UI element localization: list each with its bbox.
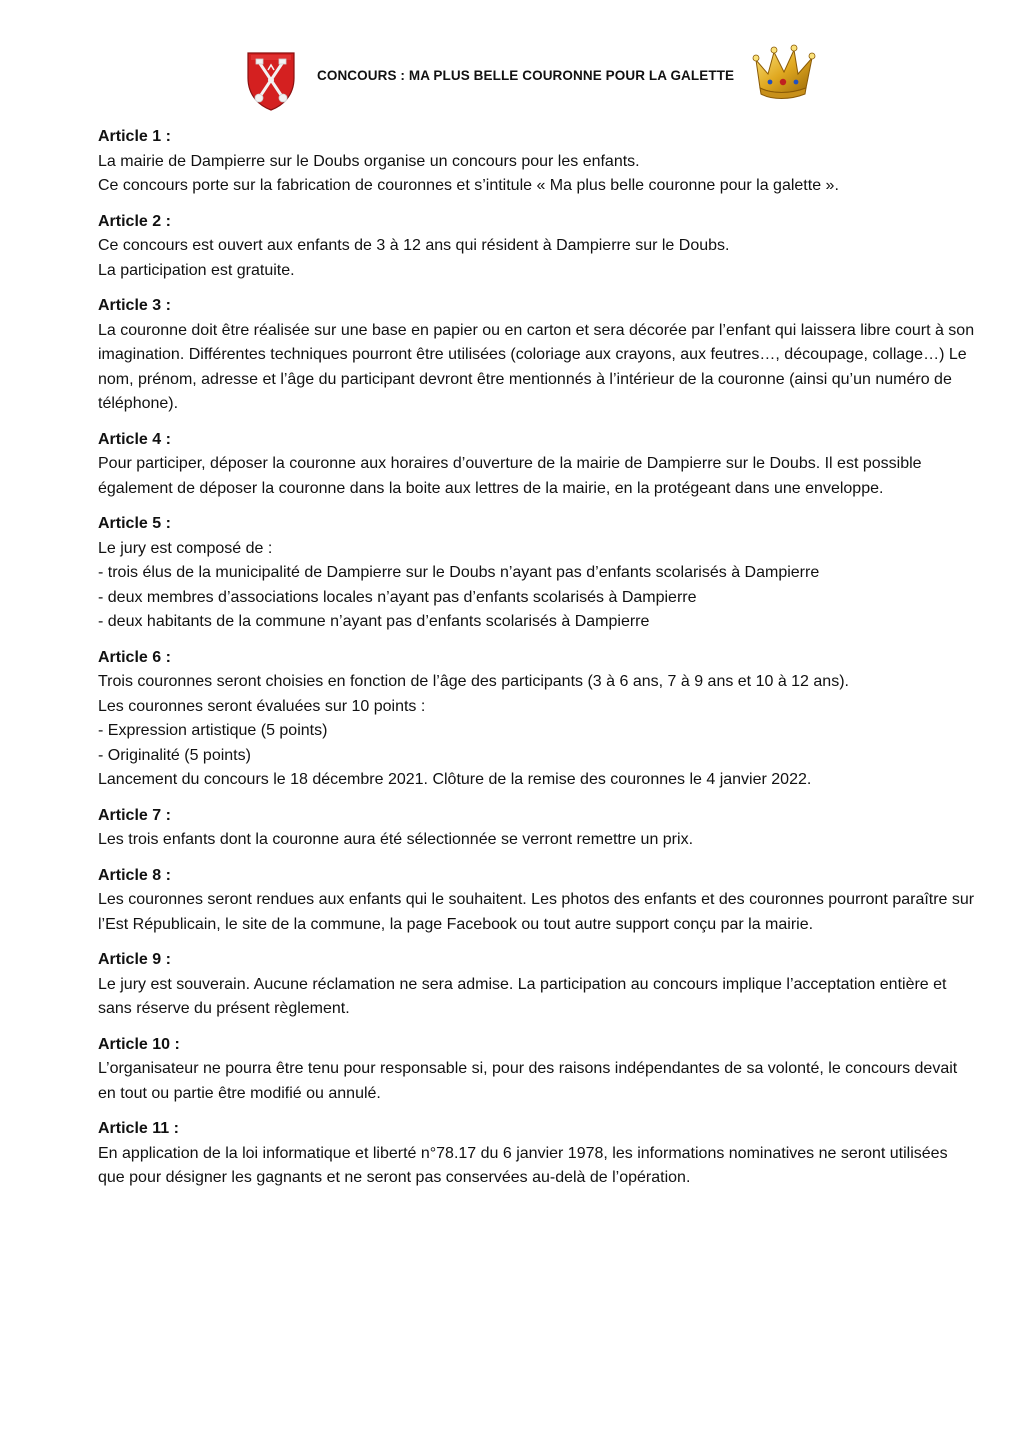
article-heading: Article 10 : [98,1035,180,1053]
article-text: Les trois enfants dont la couronne aura été sélectionnée se verront remettre un prix. [98,831,694,848]
article-section [98,428,978,502]
article-text: Ce concours porte sur la fabrication de couronnes et s’intitule « Ma plus belle couronne pour la galette ». [98,177,839,194]
article-heading: Article 9 : [98,951,171,968]
article-heading: Article 2 : [98,212,171,230]
article-text: - Originalité (5 points) [98,746,251,764]
article-text: La participation est gratuite. [98,261,295,279]
article-heading: Article 4 : [98,430,171,448]
coat-of-arms-icon [246,50,296,112]
article-section [98,294,978,417]
article-section [98,804,978,853]
article-text: Les couronnes seront rendues aux enfants qui le souhaitent. Les photos des enfants et des couronnes pourront paraître sur l’Est Républicain, le site de la commune, la page Facebook ou tout autre support conçu par la mairie. [98,891,975,933]
article-heading: Article 1 : [98,128,171,145]
article-text: - deux habitants de la commune n’ayant pas d’enfants scolarisés à Dampierre [98,613,650,630]
article-text: Pour participer, déposer la couronne aux horaires d’ouverture de la mairie de Dampierre sur le Doubs. Il est possible également de déposer la couronne dans la boite aux lettres de la mairie, en la protégeant dans une enveloppe. [98,455,922,497]
article-section [98,646,978,793]
article-section [98,125,978,199]
article-text: Le jury est composé de : [98,539,273,557]
article-heading: Article 8 : [98,866,171,884]
article-section [98,948,978,1022]
article-text: Lancement du concours le 18 décembre 2021. Clôture de la remise des couronnes le 4 janvier 2022. [98,771,812,788]
article-text: - Expression artistique (5 points) [98,722,328,739]
article-section [98,512,978,635]
document-title: CONCOURS : MA PLUS BELLE COURONNE POUR LA GALETTE [317,68,735,83]
article-text: La mairie de Dampierre sur le Doubs organise un concours pour les enfants. [98,152,640,170]
article-heading: Article 11 : [98,1120,179,1137]
article-text: - deux membres d’associations locales n’ayant pas d’enfants scolarisés à Dampierre [98,588,697,606]
article-section [98,1033,978,1107]
crown-icon [750,44,816,100]
article-text: - trois élus de la municipalité de Dampierre sur le Doubs n’ayant pas d’enfants scolarisés à Dampierre [98,564,820,581]
article-text: Les couronnes seront évaluées sur 10 points : [98,697,426,715]
article-text: La couronne doit être réalisée sur une base en papier ou en carton et sera décorée par l’enfant qui laissera libre court à son imagination. Différentes techniques pourront être utilisées (coloriage aux crayons, aux feutres…, découpage, collage…) Le nom, prénom, adresse et l’âge du participant devront être mentionnés à l’intérieur de la couronne (ainsi qu’un numéro de téléphone). [98,321,975,412]
article-heading: Article 7 : [98,806,171,824]
article-text: Trois couronnes seront choisies en fonction de l’âge des participants (3 à 6 ans, 7 à 9 ans et 10 à 12 ans). [98,673,849,690]
article-text: Ce concours est ouvert aux enfants de 3 à 12 ans qui résident à Dampierre sur le Doubs. [98,237,730,254]
rules-body [98,125,978,1202]
article-section [98,210,978,284]
article-section [98,864,978,938]
article-text: En application de la loi informatique et liberté n°78.17 du 6 janvier 1978, les informations nominatives ne seront utilisées que pour désigner les gagnants et ne seront pas conservées au-delà de l’opération. [98,1144,948,1186]
document-header [0,44,1024,114]
article-text: L’organisateur ne pourra être tenu pour responsable si, pour des raisons indépendantes de sa volonté, le concours devait en tout ou partie être modifié ou annulé. [98,1060,958,1102]
article-section [98,1117,978,1191]
article-text: Le jury est souverain. Aucune réclamation ne sera admise. La participation au concours implique l’acceptation entière et sans réserve du présent règlement. [98,975,947,1017]
article-heading: Article 3 : [98,297,171,314]
article-heading: Article 6 : [98,648,171,666]
article-heading: Article 5 : [98,515,171,532]
